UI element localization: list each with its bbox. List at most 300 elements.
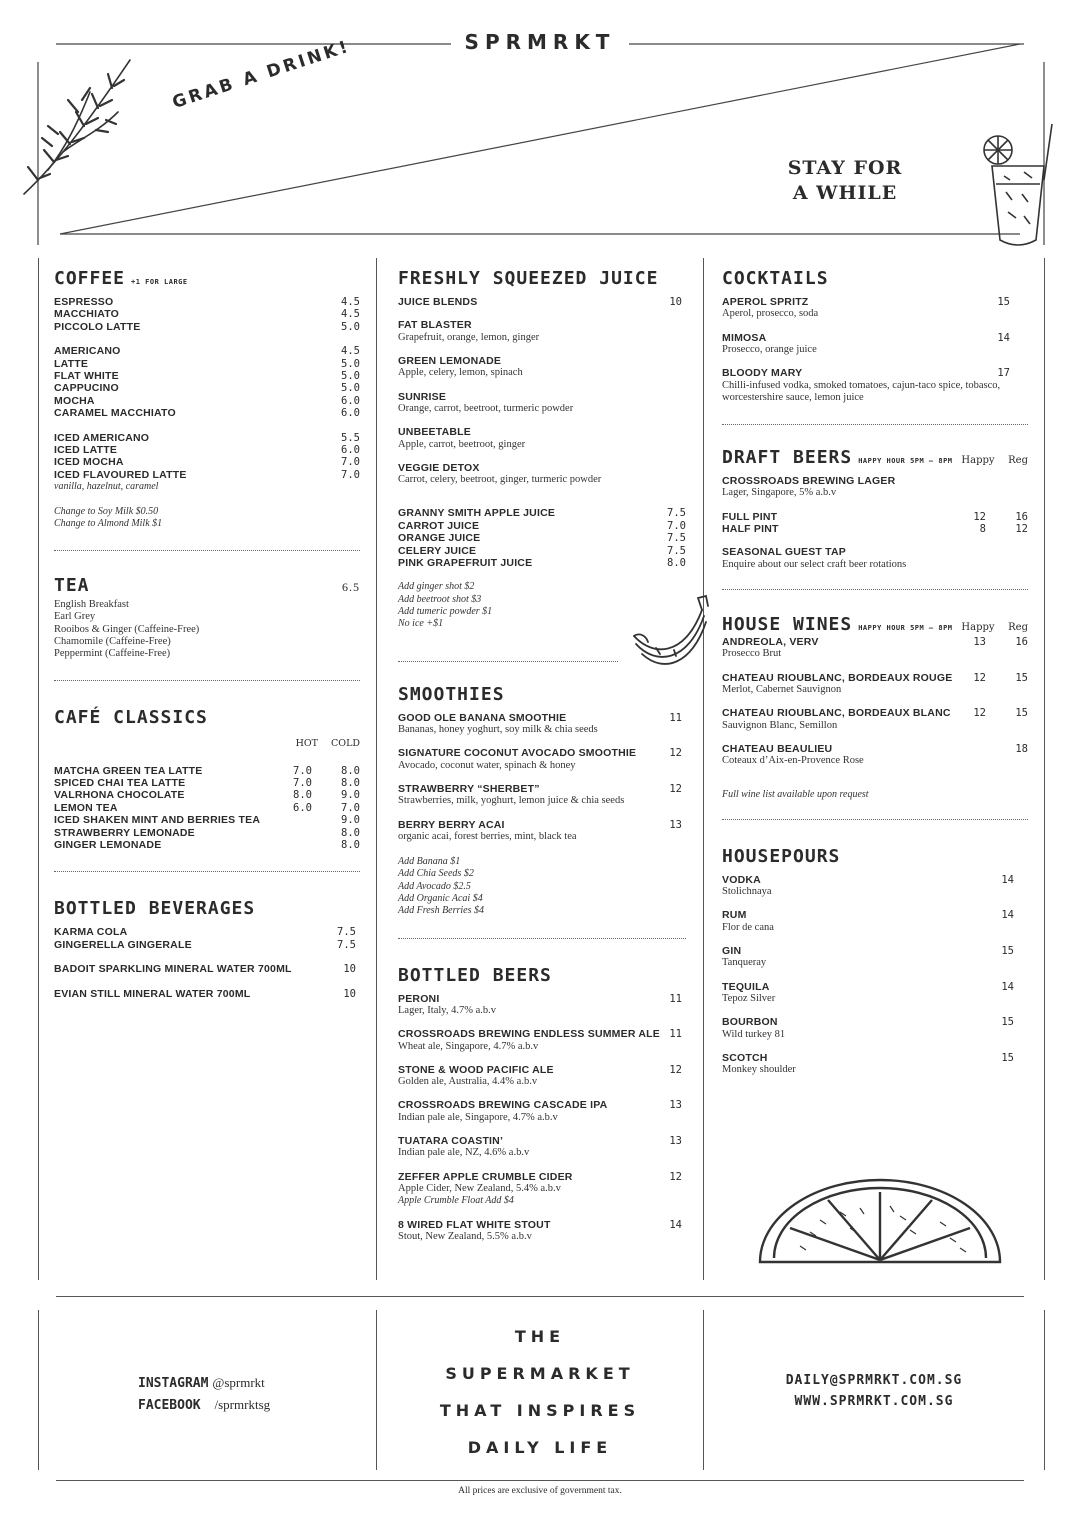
juice-item: [398, 507, 686, 519]
cocktail-item-row: [722, 296, 1028, 308]
housepour-item: [722, 874, 1028, 899]
cafe-classic-item: [54, 827, 360, 839]
cafe-classic-item-price-1: [282, 814, 312, 826]
coffee-item-name: PICCOLO LATTE: [54, 320, 141, 333]
juice-item: [398, 520, 686, 532]
juice-blend-item-desc: Apple, carrot, beetroot, ginger: [398, 438, 526, 450]
website-link[interactable]: WWW.SPRMRKT.COM.SG: [794, 1394, 954, 1409]
housepour-item-price: 15: [1001, 1016, 1014, 1029]
housepour-item: [722, 981, 1028, 1006]
bottled-beer-item-name: CROSSROADS BREWING ENDLESS SUMMER ALE: [398, 1028, 660, 1041]
divider: [722, 424, 1028, 425]
tea-item: Peppermint (Caffeine-Free): [54, 647, 171, 659]
coffee-item-price: 5.0: [341, 320, 360, 333]
juice-blend-item-desc: Grapefruit, orange, lemon, ginger: [398, 331, 540, 343]
cafe-classic-item-price-2: 8.0: [341, 839, 360, 852]
bottled-beer-item-row: [398, 1135, 686, 1147]
tax-disclaimer: All prices are exclusive of government tax.: [458, 1486, 622, 1496]
tea-list: [54, 599, 360, 660]
bottled-beer-item-desc: Golden ale, Australia, 4.4% a.b.v: [398, 1076, 538, 1088]
smoothie-item-price: 11: [669, 711, 682, 724]
beverage-item-price: 7.5: [337, 938, 356, 951]
draft-size-item-prices: [956, 523, 1028, 535]
juice-addon: No ice +$1: [398, 618, 444, 630]
smoothie-item-name: BERRY BERRY ACAI: [398, 818, 505, 831]
bottled-beer-item-desc: Indian pale ale, Singapore, 4.7% a.b.v: [398, 1111, 558, 1123]
divider: [722, 589, 1028, 590]
wine-item-row: [722, 707, 1028, 719]
tagline: THE SUPERMARKET THAT INSPIRES DAILY LIFE: [439, 1327, 641, 1457]
housepour-item-name: TEQUILA: [722, 980, 770, 993]
bottled-beer-item: [398, 1099, 686, 1124]
juice-blend-item-name: VEGGIE DETOX: [398, 461, 480, 474]
social-block: [138, 1372, 270, 1416]
juice-item-price: 7.5: [667, 507, 686, 520]
bottled-beer-item-name: PERONI: [398, 992, 440, 1005]
brand-logo: SPRMRKT: [0, 30, 1080, 54]
juice-blends-row: JUICE BLENDS 10: [398, 296, 682, 308]
housepour-item: [722, 1016, 1028, 1041]
wine-item: [722, 707, 1028, 732]
smoothie-item-row: [398, 783, 686, 795]
coffee-item-name: ICED AMERICANO: [54, 431, 150, 444]
juice-addon: Add beetroot shot $3: [398, 593, 482, 605]
juice-blend-item-row: [398, 355, 686, 367]
bottled-beer-item-row: [398, 1219, 686, 1231]
cocktail-item-name: BLOODY MARY: [722, 367, 803, 380]
wine-item-name: ANDREOLA, VERV: [722, 636, 819, 649]
column-divider-2: [703, 258, 704, 1280]
beverage-group: [54, 963, 360, 975]
housepour-item-desc: Monkey shoulder: [722, 1064, 796, 1076]
bottled-beer-item-price: 12: [669, 1170, 682, 1183]
draft-size-item-price-1: 8: [979, 523, 986, 536]
contact-block: [705, 1370, 1043, 1412]
coffee-item-price: 5.0: [341, 357, 360, 370]
wine-item-name: CHATEAU BEAULIEU: [722, 742, 833, 755]
coffee-item-price: 5.5: [341, 431, 360, 444]
juice-item: [398, 532, 686, 544]
cafe-classic-item-prices: [282, 839, 360, 851]
juice-item-name: ORANGE JUICE: [398, 532, 481, 545]
coffee-item: [54, 308, 360, 320]
housepour-item-name: VODKA: [722, 873, 761, 886]
cafe-classic-item-price-2: 9.0: [341, 814, 360, 827]
beverage-item: [54, 926, 360, 938]
juice-item-price: 7.5: [667, 532, 686, 545]
housepour-item-row: [722, 1052, 1028, 1064]
housepour-item-name: SCOTCH: [722, 1051, 768, 1064]
cafe-classic-item-price-1: 8.0: [293, 789, 312, 802]
coffee-item-name: ICED FLAVOURED LATTE: [54, 468, 187, 481]
cocktail-item: [722, 332, 1028, 357]
milk-change-note: Change to Almond Milk $1: [54, 517, 163, 529]
smoothie-item: [398, 783, 686, 808]
bottled-beer-item-name: ZEFFER APPLE CRUMBLE CIDER: [398, 1170, 573, 1183]
facebook-handle[interactable]: /sprmrktsg: [214, 1397, 271, 1412]
cafe-classics-title: CAFÉ CLASSICS: [54, 707, 208, 729]
cafe-classic-item-name: SPICED CHAI TEA LATTE: [54, 777, 186, 789]
bottled-beverages-list: [54, 926, 360, 1000]
right-border: [1044, 258, 1045, 1280]
cafe-classic-item-price-2: 8.0: [341, 826, 360, 839]
cafe-classic-item-price-1: 7.0: [293, 764, 312, 777]
housepour-item: [722, 1052, 1028, 1077]
coffee-item: [54, 407, 360, 419]
seasonal-guest-tap: SEASONAL GUEST TAP Enquire about our select craft beer rotations: [722, 546, 907, 570]
cocktail-item-price: 15: [997, 296, 1010, 308]
wine-item-row: [722, 672, 1028, 684]
cocktails-list: [722, 296, 1028, 404]
cafe-classic-item-prices: [282, 814, 360, 826]
smoothies-title: SMOOTHIES: [398, 683, 505, 705]
wine-item-prices: [956, 707, 1028, 719]
cocktail-item-price: 17: [997, 367, 1010, 380]
coffee-item: [54, 469, 360, 481]
bottled-beer-item-price: 14: [669, 1218, 682, 1231]
draft-lager: CROSSROADS BREWING LAGER Lager, Singapore, 5% a.b.v: [722, 475, 896, 499]
rosemary-icon: [18, 52, 138, 202]
juice-addon: Add tumeric powder $1: [398, 606, 493, 618]
juice-blend-item-name: SUNRISE: [398, 390, 447, 403]
cafe-classic-item: [54, 839, 360, 851]
housepour-item-row: [722, 1016, 1028, 1028]
divider: [54, 550, 360, 551]
cafe-classics-list: [54, 765, 360, 852]
bottled-beer-item: [398, 1135, 686, 1160]
divider: [722, 819, 1028, 820]
column-right: [722, 268, 1028, 1087]
column-divider-1: [376, 258, 377, 1280]
bottled-beer-item-row: [398, 1064, 686, 1076]
coffee-item-price: 4.5: [341, 308, 360, 321]
footer-border-left: [38, 1310, 39, 1470]
smoothie-item-price: 12: [669, 782, 682, 795]
coffee-item-price: 7.0: [341, 456, 360, 469]
bottled-beer-item-desc: Stout, New Zealand, 5.5% a.b.v: [398, 1230, 532, 1242]
left-border: [38, 258, 39, 1280]
smoothie-item-row: [398, 747, 686, 759]
housepours-title: HOUSEPOURS: [722, 845, 841, 867]
column-left: [54, 268, 360, 1012]
juice-blend-item: [398, 355, 686, 380]
smoothie-item-desc: organic acai, forest berries, mint, black tea: [398, 830, 577, 842]
draft-size-item-name: FULL PINT: [722, 510, 778, 523]
beverage-item: [54, 988, 360, 1000]
house-wines-title: HOUSE WINES HAPPY HOUR 5PM – 8PM Happy Reg: [722, 614, 1028, 636]
cafe-classics-headers: HOT COLD: [295, 738, 360, 750]
draft-size-item-price-2: 16: [1015, 510, 1028, 523]
cocktail-item-name: APEROL SPRITZ: [722, 296, 809, 308]
beverage-group: [54, 926, 360, 951]
housepour-item-desc: Stolichnaya: [722, 886, 772, 898]
bottled-beer-item-note: Apple Crumble Float Add $4: [398, 1195, 514, 1207]
juice-blend-item-name: UNBEETABLE: [398, 426, 471, 439]
draft-size-item-price-1: 12: [973, 510, 986, 523]
drink-glass-icon: [978, 120, 1058, 255]
draft-size-item-price-2: 12: [1015, 523, 1028, 536]
smoothie-item-price: 12: [669, 747, 682, 760]
coffee-item-price: 6.0: [341, 444, 360, 457]
housepour-item-name: BOURBON: [722, 1016, 778, 1029]
cafe-classic-item-price-2: 8.0: [341, 764, 360, 777]
cocktail-item-name: MIMOSA: [722, 331, 767, 344]
bottled-beer-item: [398, 1028, 686, 1053]
instagram-label: INSTAGRAM: [138, 1376, 209, 1391]
milk-change-note: Change to Soy Milk $0.50: [54, 505, 159, 517]
coffee-item-name: MACCHIATO: [54, 308, 119, 321]
juice-item-price: 7.5: [667, 544, 686, 557]
wine-happy-price: [956, 743, 986, 755]
bottled-beer-item: [398, 1219, 686, 1244]
cocktail-item: [722, 296, 1028, 321]
beverage-item: [54, 963, 360, 975]
beverage-group: [54, 988, 360, 1000]
bottled-beer-item-desc: Indian pale ale, NZ, 4.6% a.b.v: [398, 1147, 530, 1159]
bottled-beer-item-row: [398, 1171, 686, 1183]
coffee-title: COFFEE +1 FOR LARGE: [54, 268, 188, 289]
juice-item: [398, 545, 686, 557]
smoothie-item: [398, 819, 686, 844]
bottled-beer-item-price: 13: [669, 1135, 682, 1148]
housepour-item-name: GIN: [722, 945, 742, 958]
coffee-item-price: 5.0: [341, 370, 360, 383]
juice-item-price: 8.0: [667, 557, 686, 570]
coffee-item-price: 4.5: [341, 296, 360, 308]
coffee-item: [54, 456, 360, 468]
draft-size-item-name: HALF PINT: [722, 523, 779, 536]
footer-divider-2: [703, 1310, 704, 1470]
facebook-label: FACEBOOK: [138, 1398, 201, 1413]
wine-item-desc: Sauvignon Blanc, Semillon: [722, 719, 838, 731]
wine-reg-price: 15: [1015, 671, 1028, 684]
housepour-item-desc: Wild turkey 81: [722, 1028, 786, 1040]
wine-item-name: CHATEAU RIOUBLANC, BORDEAUX BLANC: [722, 707, 951, 720]
juice-item-name: GRANNY SMITH APPLE JUICE: [398, 507, 556, 520]
draft-size-item: [722, 511, 1028, 523]
wine-reg-price: 16: [1015, 636, 1028, 649]
smoothie-addon: Add Fresh Berries $4: [398, 905, 485, 917]
coffee-group: [54, 296, 360, 333]
footer-border-right: [1044, 1310, 1045, 1470]
juice-blend-item-desc: Orange, carrot, beetroot, turmeric powder: [398, 403, 574, 415]
housepour-item-price: 15: [1001, 945, 1014, 958]
wine-reg-price: 18: [1015, 742, 1028, 755]
coffee-item-name: ICED LATTE: [54, 444, 118, 457]
wine-happy-price: 13: [973, 636, 986, 649]
cafe-classic-item-price-2: 7.0: [341, 801, 360, 814]
coffee-item-price: 6.0: [341, 394, 360, 407]
footer-top-rule: [56, 1296, 1024, 1297]
draft-beers-title: DRAFT BEERS HAPPY HOUR 5PM – 8PM Happy Reg: [722, 447, 1028, 469]
wine-item-prices: [956, 743, 1028, 755]
cafe-classic-item: [54, 802, 360, 814]
bottled-beer-item-price: 12: [669, 1063, 682, 1076]
housepour-item-row: [722, 874, 1028, 886]
smoothie-item-desc: Bananas, honey yoghurt, soy milk & chia seeds: [398, 724, 598, 736]
juice-blend-item-name: GREEN LEMONADE: [398, 355, 502, 368]
coffee-item-name: FLAT WHITE: [54, 370, 119, 383]
coffee-group: [54, 345, 360, 419]
coffee-item: [54, 432, 360, 444]
coffee-item: [54, 395, 360, 407]
tea-item: Rooibos & Ginger (Caffeine-Free): [54, 623, 200, 635]
juice-blend-item: [398, 391, 686, 416]
coffee-item-price: 5.0: [341, 382, 360, 395]
coffee-item: [54, 345, 360, 357]
tea-title: TEA 6.5: [54, 575, 360, 597]
juice-blend-item: [398, 462, 686, 487]
wine-item: [722, 743, 1028, 768]
bottled-beer-item: [398, 1171, 686, 1208]
cafe-classic-item: [54, 814, 360, 826]
bottled-beer-item-name: CROSSROADS BREWING CASCADE IPA: [398, 1099, 608, 1112]
bottled-beer-item-row: [398, 1099, 686, 1111]
cafe-classic-item-prices: [282, 802, 360, 814]
housepour-item-price: 15: [1001, 1051, 1014, 1064]
bottled-beer-item-row: [398, 993, 686, 1005]
housepour-item-desc: Tanqueray: [722, 957, 767, 969]
beverage-item: [54, 939, 360, 951]
juice-blend-item-row: [398, 319, 686, 331]
smoothie-addons: [398, 856, 686, 917]
beverage-item-name: EVIAN STILL MINERAL WATER 700ML: [54, 987, 251, 1000]
bottled-beer-item: [398, 1064, 686, 1089]
bottled-beer-item-price: 11: [669, 1028, 682, 1041]
cocktail-item: [722, 367, 1028, 404]
email-link[interactable]: DAILY@SPRMRKT.COM.SG: [785, 1373, 963, 1388]
wine-item-desc: Prosecco Brut: [722, 648, 782, 660]
smoothie-addon: Add Chia Seeds $2: [398, 868, 474, 880]
bottled-beers-title: BOTTLED BEERS: [398, 964, 552, 986]
stay-for-a-while-tagline: STAY FOR A WHILE: [787, 157, 903, 204]
housepour-item-desc: Tepoz Silver: [722, 993, 776, 1005]
bottled-beer-item: [398, 993, 686, 1018]
divider: [54, 680, 360, 681]
housepour-item-price: 14: [1001, 980, 1014, 993]
cafe-classic-item-prices: [282, 765, 360, 777]
beverage-item-name: BADOIT SPARKLING MINERAL WATER 700ML: [54, 963, 292, 976]
housepour-item-desc: Flor de cana: [722, 921, 774, 933]
coffee-item: [54, 296, 360, 308]
bottled-beverages-title: BOTTLED BEVERAGES: [54, 898, 256, 920]
coffee-item: [54, 321, 360, 333]
smoothie-item: [398, 747, 686, 772]
coffee-item: [54, 382, 360, 394]
tea-item: English Breakfast: [54, 599, 129, 611]
bottled-beer-item-name: STONE & WOOD PACIFIC ALE: [398, 1063, 554, 1076]
cafe-classic-item-prices: [282, 789, 360, 801]
divider: [398, 661, 618, 662]
beverage-item-name: GINGERELLA GINGERALE: [54, 938, 192, 951]
cafe-classic-item: [54, 789, 360, 801]
juice-blend-item-desc: Carrot, celery, beetroot, ginger, turmeric powder: [398, 474, 602, 486]
footer-bottom-rule: [56, 1480, 1024, 1481]
coffee-flavours: vanilla, hazelnut, caramel: [54, 481, 159, 493]
smoothie-item-row: [398, 819, 686, 831]
coffee-item-name: MOCHA: [54, 394, 95, 407]
bottled-beer-item-price: 11: [669, 992, 682, 1005]
cocktail-item-desc: Chilli-infused vodka, smoked tomatoes, cajun-taco spice, tobasco, worcestershire sauce, lemon juice: [722, 379, 1001, 403]
smoothie-item-desc: Strawberries, milk, yoghurt, lemon juice & chia seeds: [398, 795, 625, 807]
smoothie-item-desc: Avocado, coconut water, spinach & honey: [398, 759, 576, 771]
coffee-item-name: AMERICANO: [54, 345, 121, 358]
housepour-item-name: RUM: [722, 909, 747, 922]
smoothie-addon: Add Avocado $2.5: [398, 880, 471, 892]
smoothies-list: [398, 712, 686, 843]
cafe-classic-item-name: ICED SHAKEN MINT AND BERRIES TEA: [54, 814, 261, 827]
juice-blend-item-row: [398, 391, 686, 403]
cafe-classic-item-price-1: 6.0: [293, 801, 312, 814]
coffee-list: [54, 296, 360, 481]
coffee-item-name: ESPRESSO: [54, 296, 114, 308]
juice-item: [398, 557, 686, 569]
juice-blend-item: [398, 426, 686, 451]
instagram-handle[interactable]: @sprmrkt: [212, 1375, 265, 1390]
cafe-classic-item-price-2: 8.0: [341, 777, 360, 789]
cafe-classic-item-prices: [282, 827, 360, 839]
cafe-classic-item-name: LEMON TEA: [54, 801, 118, 814]
bottled-beers-list: [398, 993, 686, 1244]
house-wines-list: [722, 636, 1028, 767]
cafe-classic-item-name: MATCHA GREEN TEA LATTE: [54, 764, 203, 777]
juice-blend-item-row: [398, 426, 686, 438]
bottled-beer-item-name: 8 WIRED FLAT WHITE STOUT: [398, 1218, 551, 1231]
tea-item: Earl Grey: [54, 611, 96, 623]
full-wine-list-note: Full wine list available upon request: [722, 788, 869, 800]
coffee-item-price: 6.0: [341, 407, 360, 420]
banana-icon: [626, 592, 710, 670]
juice-blend-item-row: [398, 462, 686, 474]
cafe-classic-item-name: GINGER LEMONADE: [54, 839, 162, 852]
footer-divider-1: [376, 1310, 377, 1470]
coffee-item: [54, 358, 360, 370]
orange-slice-icon: [750, 1172, 1010, 1268]
wine-happy-price: 12: [973, 671, 986, 684]
cafe-classic-item: [54, 777, 360, 789]
wine-item-prices: [956, 636, 1028, 648]
juice-item-name: PINK GRAPEFRUIT JUICE: [398, 557, 533, 570]
juice-item-name: CELERY JUICE: [398, 544, 477, 557]
juice-title: FRESHLY SQUEEZED JUICE: [398, 268, 659, 289]
cafe-classic-item-name: STRAWBERRY LEMONADE: [54, 826, 195, 839]
wine-item-name: CHATEAU RIOUBLANC, BORDEAUX ROUGE: [722, 671, 953, 684]
bottled-beer-item-desc: Lager, Italy, 4.7% a.b.v: [398, 1005, 497, 1016]
smoothie-item-row: [398, 712, 686, 724]
coffee-item-name: ICED MOCHA: [54, 456, 124, 469]
divider: [54, 871, 360, 872]
draft-sizes: [722, 511, 1028, 536]
bottled-beer-item-desc: Apple Cider, New Zealand, 5.4% a.b.v: [398, 1183, 561, 1195]
cocktail-item-row: [722, 367, 1028, 379]
housepour-item-price: 14: [1001, 873, 1014, 886]
housepour-item-row: [722, 909, 1028, 921]
juice-blend-item-name: FAT BLASTER: [398, 319, 472, 332]
housepours-list: [722, 874, 1028, 1077]
wine-item-prices: [956, 672, 1028, 684]
tea-item: Chamomile (Caffeine-Free): [54, 635, 171, 647]
juice-item-price: 7.0: [667, 519, 686, 532]
housepour-item: [722, 909, 1028, 934]
smoothie-item-name: SIGNATURE COCONUT AVOCADO SMOOTHIE: [398, 747, 637, 760]
wine-item: [722, 672, 1028, 697]
juice-blend-item-desc: Apple, celery, lemon, spinach: [398, 367, 523, 379]
bottled-beer-item-price: 13: [669, 1099, 682, 1112]
juice-blend-item: [398, 319, 686, 344]
wine-item-desc: Merlot, Cabernet Sauvignon: [722, 684, 842, 696]
cocktail-item-desc: Prosecco, orange juice: [722, 344, 817, 356]
smoothie-item-name: GOOD OLE BANANA SMOOTHIE: [398, 711, 567, 724]
